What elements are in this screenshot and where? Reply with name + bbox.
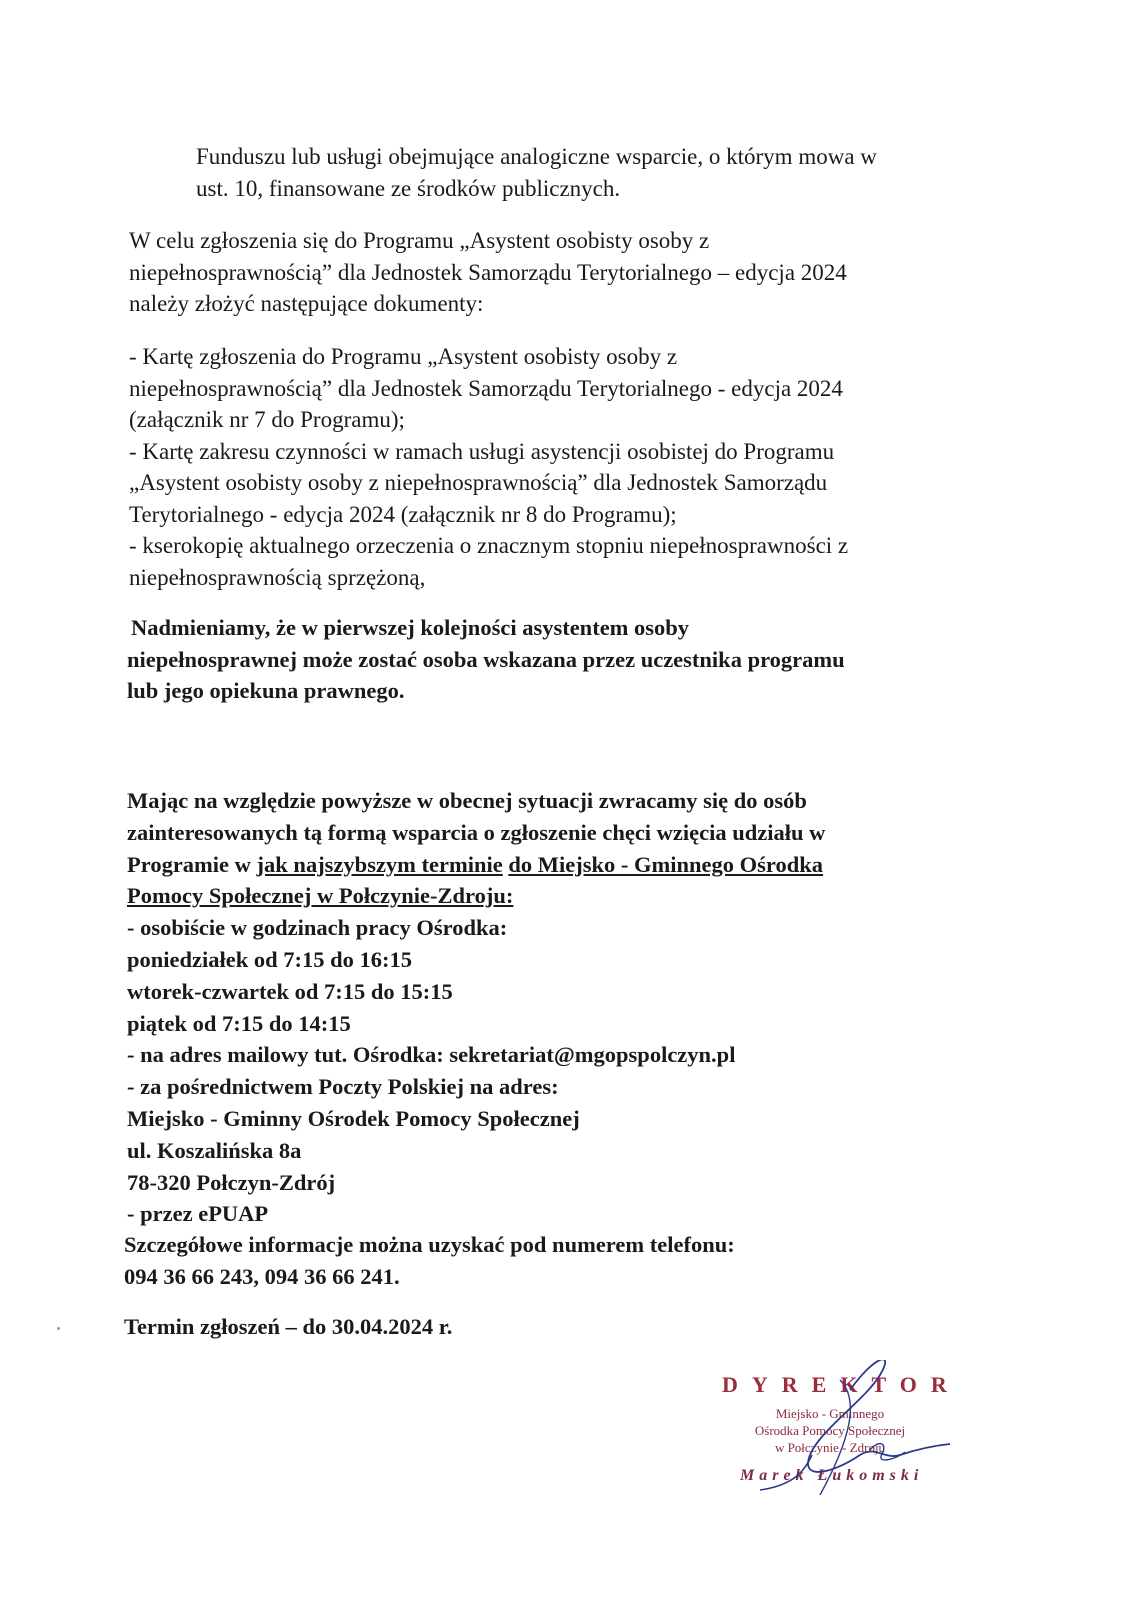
paragraph-contact (127, 785, 825, 1230)
text-line: Nadmieniamy, że w pierwszej kolejności asystentem osoby (131, 615, 690, 640)
underlined-text: jak najszybszym terminie (256, 851, 503, 877)
stamp-name: Marek Łukomski (740, 1467, 924, 1484)
text-line: W celu zgłoszenia się do Programu „Asystent osobisty osoby z (129, 228, 710, 253)
list-item-line: Terytorialnego - edycja 2024 (załącznik nr 8 do Programu); (129, 501, 677, 527)
text-line: piątek od 7:15 do 14:15 (127, 1010, 351, 1036)
deadline (124, 1311, 452, 1343)
documents-list (129, 341, 848, 593)
text-line: ust. 10, finansowane ze środków publicznych. (196, 175, 621, 201)
list-item-line: niepełnosprawnością” dla Jednostek Samorządu Terytorialnego - edycja 2024 (129, 375, 843, 401)
text-line: poniedziałek od 7:15 do 16:15 (127, 946, 413, 972)
text-line: niepełnosprawnej może zostać osoba wskazana przez uczestnika programu (127, 646, 845, 672)
text-line: lub jego opiekuna prawnego. (127, 678, 405, 703)
stamp-title: DYREKTOR (722, 1372, 961, 1397)
text-line: Funduszu lub usługi obejmujące analogiczne wsparcie, o którym mowa w (196, 144, 877, 169)
list-item-line: - Kartę zakresu czynności w ramach usługi asystencji osobistej do Programu (129, 438, 835, 464)
scan-speck (57, 1327, 60, 1330)
text-line: - osobiście w godzinach pracy Ośrodka: (127, 915, 508, 941)
list-item-line: „Asystent osobisty osoby z niepełnosprawnością” dla Jednostek Samorządu (129, 470, 828, 495)
text-line: Szczegółowe informacje można uzyskać pod numerem telefonu: (124, 1232, 735, 1257)
paragraph-note (127, 612, 845, 707)
list-item-line: - kserokopię aktualnego orzeczenia o znacznym stopniu niepełnosprawności z (129, 533, 849, 558)
stamp-line: w Połczynie - Zdroju (774, 1440, 886, 1455)
director-stamp (700, 1360, 990, 1500)
signature-icon (700, 1360, 990, 1500)
text-line: niepełnosprawnością” dla Jednostek Samorządu Terytorialnego – edycja 2024 (129, 259, 847, 285)
list-item-line: - Kartę zgłoszenia do Programu „Asystent osobisty osoby z (129, 344, 678, 369)
paragraph-intro (129, 225, 847, 320)
text-line: Mając na względzie powyższe w obecnej sytuacji zwracamy się do osób (127, 788, 807, 813)
text-line: - za pośrednictwem Poczty Polskiej na adres: (127, 1074, 559, 1100)
underlined-text: do Miejsko - Gminnego Ośrodka (508, 851, 824, 877)
stamp-line: Ośrodka Pomocy Społecznej (754, 1423, 906, 1438)
list-item-line: (załącznik nr 7 do Programu); (129, 407, 405, 432)
text-line: - przez ePUAP (127, 1201, 269, 1227)
address-line: ul. Koszalińska 8a (127, 1137, 302, 1163)
text-line: należy złożyć następujące dokumenty: (129, 291, 484, 316)
text-line: zainteresowanych tą formą wsparcia o zgłoszenie chęci wzięcia udziału w (127, 819, 826, 845)
paragraph-funding (196, 141, 877, 204)
underlined-text: Pomocy Społecznej w Połczynie-Zdroju: (127, 883, 514, 909)
text-line (127, 849, 825, 881)
address-line: Miejsko - Gminny Ośrodek Pomocy Społecznej (127, 1105, 580, 1131)
paragraph-phone (124, 1229, 735, 1293)
stamp-line: Miejsko - Gminnego (775, 1406, 885, 1421)
email-line: - na adres mailowy tut. Ośrodka: sekretariat@mgopspolczyn.pl (127, 1042, 736, 1068)
text-line: wtorek-czwartek od 7:15 do 15:15 (127, 978, 453, 1004)
deadline-text: Termin zgłoszeń – do 30.04.2024 r. (124, 1314, 453, 1339)
text-segment: Programie w (127, 851, 257, 877)
phone-numbers: 094 36 66 243, 094 36 66 241. (124, 1264, 400, 1289)
address-line: 78-320 Połczyn-Zdrój (127, 1169, 336, 1195)
list-item-line: niepełnosprawnością sprzężoną, (129, 564, 426, 590)
